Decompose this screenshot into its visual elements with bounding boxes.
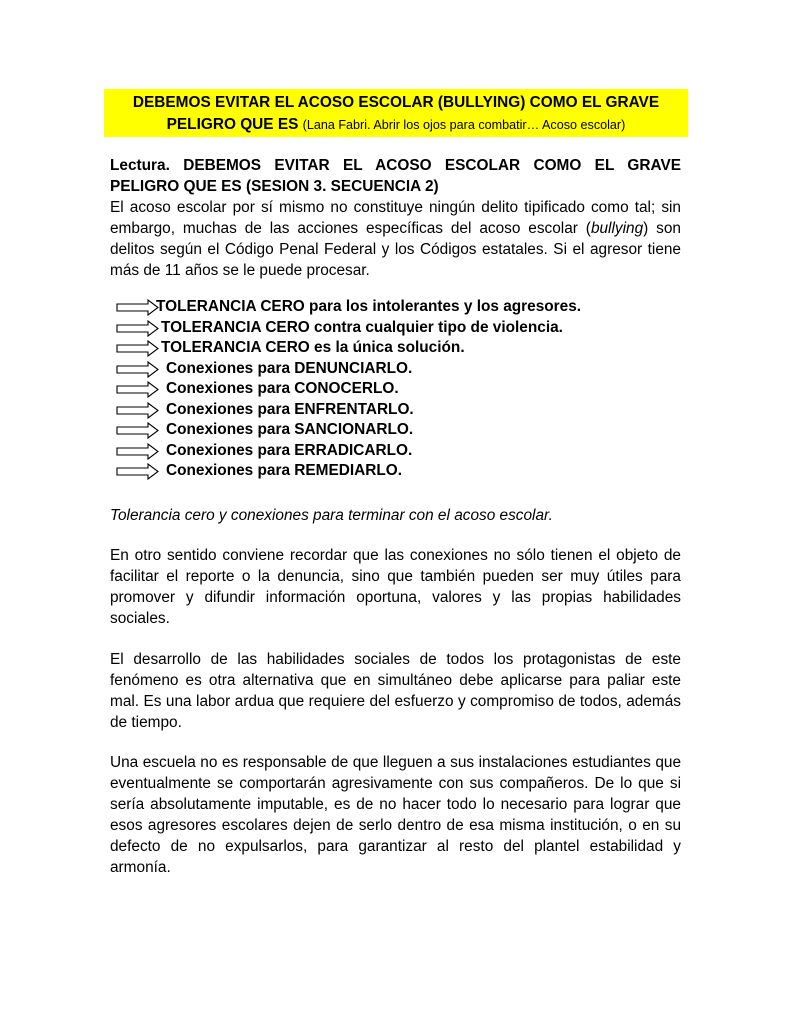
reading-paragraph-emphasis: bullying bbox=[590, 220, 644, 237]
tolerance-list bbox=[116, 297, 676, 482]
list-item bbox=[116, 297, 676, 318]
banner-title-line1: DEBEMOS EVITAR EL ACOSO ESCOLAR (BULLYING) COMO EL GRAVE bbox=[132, 94, 660, 111]
list-item-label: TOLERANCIA CERO contra cualquier tipo de violencia. bbox=[161, 318, 563, 336]
reading-heading-line2: PELIGRO QUE ES (SESION 3. SECUENCIA 2) bbox=[110, 178, 439, 195]
list-item-label: Conexiones para REMEDIARLO. bbox=[166, 462, 403, 479]
list-item-label: TOLERANCIA CERO para los intolerantes y los agresores. bbox=[156, 298, 582, 315]
list-item bbox=[116, 400, 676, 421]
right-arrow-icon bbox=[116, 340, 160, 357]
banner-title-line2-row bbox=[104, 114, 688, 136]
list-item bbox=[116, 359, 676, 380]
paragraph-school-responsibility: Una escuela no es responsable de que lleguen a sus instalaciones estudiantes que eventualmente se comportarán agresivamente con sus compañeros. De lo que si sería absolutamente imputable, es de no hacer todo lo necesario para lograr que esos agresores escolares dejen de serlo dentro de esa misma institución, o en su defecto de no expulsarlos, para garantizar al resto del plantel estabilidad y armonía. bbox=[110, 754, 681, 876]
right-arrow-icon bbox=[116, 381, 160, 398]
right-arrow-icon bbox=[116, 320, 160, 337]
list-item bbox=[116, 420, 676, 441]
title-banner bbox=[104, 89, 688, 137]
reading-paragraph-part2: ) son delitos según el Código Penal Federal y los Códigos estatales. Si el agresor tiene más de 11 años se le puede procesar. bbox=[110, 220, 681, 279]
list-item-label: Conexiones para CONOCERLO. bbox=[166, 380, 399, 397]
right-arrow-icon bbox=[116, 463, 160, 480]
list-item-label: Conexiones para ERRADICARLO. bbox=[166, 441, 413, 459]
reading-heading-line1: Lectura. DEBEMOS EVITAR EL ACOSO ESCOLAR COMO EL GRAVE bbox=[110, 157, 681, 174]
list-item bbox=[116, 441, 676, 462]
list-item bbox=[116, 318, 676, 339]
list-item bbox=[116, 379, 676, 400]
list-item bbox=[116, 461, 676, 482]
paragraph-connections: En otro sentido conviene recordar que las conexiones no sólo tienen el objeto de facilitar el reporte o la denuncia, sino que también pueden ser muy útiles para promover y difundir información oportuna, valores y las propias habilidades sociales. bbox=[110, 547, 681, 627]
list-item-label: Conexiones para DENUNCIARLO. bbox=[166, 359, 413, 377]
right-arrow-icon bbox=[116, 443, 160, 460]
reading-paragraph-part1: El acoso escolar por sí mismo no constituye ningún delito tipificado como tal; sin embargo, muchas de las acciones específicas del acoso escolar ( bbox=[110, 199, 681, 237]
right-arrow-icon bbox=[116, 299, 160, 316]
list-item-label: Conexiones para ENFRENTARLO. bbox=[166, 400, 414, 418]
list-item-label: Conexiones para SANCIONARLO. bbox=[166, 421, 414, 438]
right-arrow-icon bbox=[116, 402, 160, 419]
right-arrow-icon bbox=[116, 361, 160, 378]
banner-title-line2: PELIGRO QUE ES bbox=[166, 116, 299, 133]
paragraph-social-skills: El desarrollo de las habilidades sociales de todos los protagonistas de este fenómeno es otra alternativa que en simultáneo debe aplicarse para paliar este mal. Es una labor ardua que requiere del esfuerzo y compromiso de todos, además de tiempo. bbox=[110, 651, 681, 731]
reading-paragraph bbox=[110, 197, 681, 281]
right-arrow-icon bbox=[116, 422, 160, 439]
caption: Tolerancia cero y conexiones para terminar con el acoso escolar. bbox=[110, 507, 553, 524]
list-item bbox=[116, 338, 676, 359]
list-item-label: TOLERANCIA CERO es la única solución. bbox=[161, 339, 465, 356]
banner-subtitle: (Lana Fabri. Abrir los ojos para combatir… Acoso escolar) bbox=[302, 118, 626, 132]
